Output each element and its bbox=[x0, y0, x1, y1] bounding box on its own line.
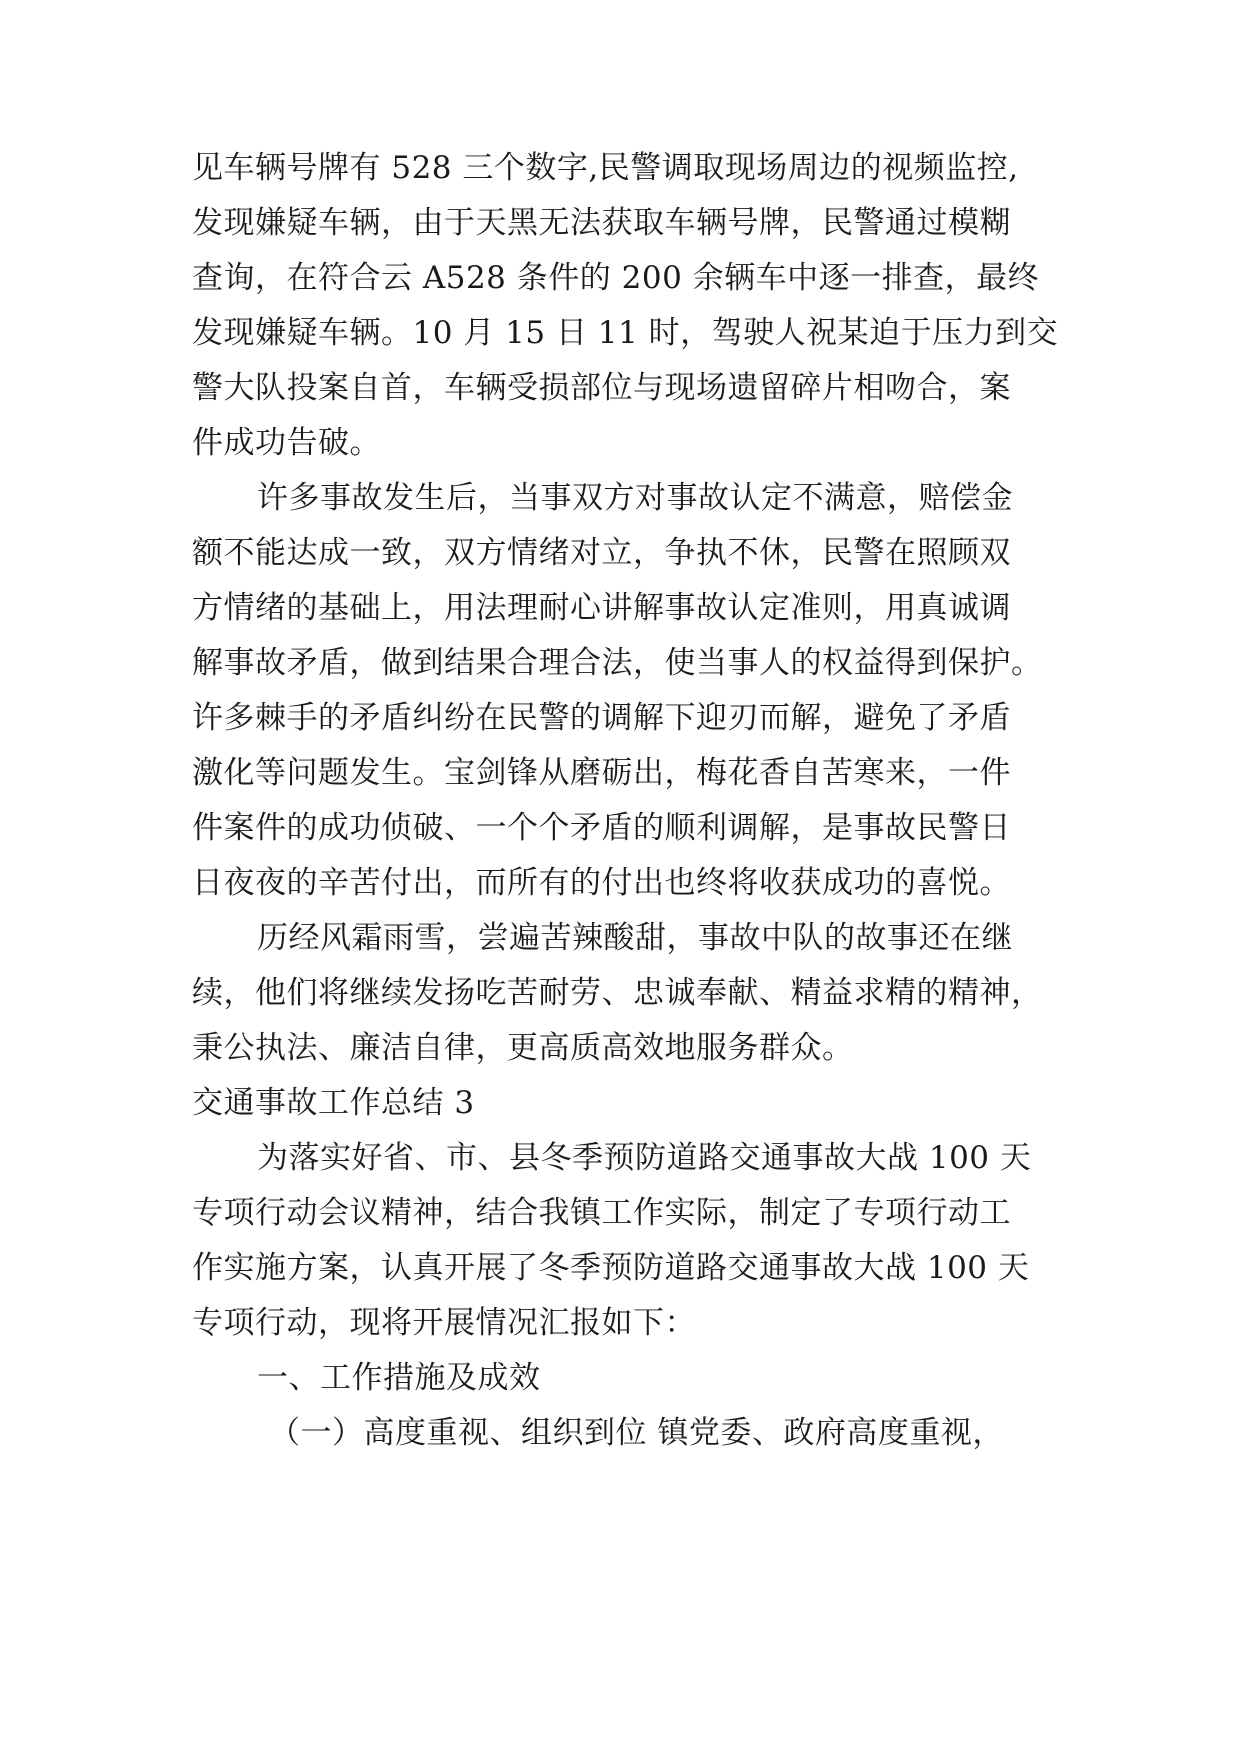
section-heading: 交通事故工作总结 3 bbox=[192, 1085, 475, 1121]
paragraph-line: 解事故矛盾，做到结果合理合法，使当事人的权益得到保护。 bbox=[192, 645, 1043, 681]
paragraph-line: 件成功告破。 bbox=[192, 425, 381, 461]
paragraph-line: 秉公执法、廉洁自律，更高质高效地服务群众。 bbox=[192, 1030, 854, 1066]
paragraph-line: 许多事故发生后，当事双方对事故认定不满意，赔偿金 bbox=[257, 480, 1013, 516]
paragraph-line: （一）高度重视、组织到位 镇党委、政府高度重视， bbox=[269, 1415, 1004, 1451]
paragraph-line: 激化等问题发生。宝剑锋从磨砺出，梅花香自苦寒来，一件 bbox=[192, 755, 1011, 791]
paragraph-line: 专项行动，现将开展情况汇报如下： bbox=[192, 1305, 696, 1341]
paragraph-line: 发现嫌疑车辆。10 月 15 日 11 时，驾驶人祝某迫于压力到交 bbox=[192, 315, 1059, 351]
paragraph-line: 警大队投案自首，车辆受损部位与现场遗留碎片相吻合，案 bbox=[192, 370, 1011, 406]
paragraph-line: 件案件的成功侦破、一个个矛盾的顺利调解，是事故民警日 bbox=[192, 810, 1011, 846]
subsection-heading: 一、工作措施及成效 bbox=[257, 1360, 541, 1396]
paragraph-line: 许多棘手的矛盾纠纷在民警的调解下迎刃而解，避免了矛盾 bbox=[192, 700, 1011, 736]
paragraph-line: 额不能达成一致，双方情绪对立，争执不休，民警在照顾双 bbox=[192, 535, 1011, 571]
paragraph-line: 为落实好省、市、县冬季预防道路交通事故大战 100 天 bbox=[257, 1140, 1032, 1176]
paragraph-line: 日夜夜的辛苦付出，而所有的付出也终将收获成功的喜悦。 bbox=[192, 865, 1011, 901]
paragraph-line: 专项行动会议精神，结合我镇工作实际，制定了专项行动工 bbox=[192, 1195, 1011, 1231]
paragraph-line: 方情绪的基础上，用法理耐心讲解事故认定准则，用真诚调 bbox=[192, 590, 1011, 626]
paragraph-line: 查询，在符合云 A528 条件的 200 余辆车中逐一排查，最终 bbox=[192, 260, 1040, 296]
paragraph-line: 发现嫌疑车辆，由于天黑无法获取车辆号牌，民警通过模糊 bbox=[192, 205, 1011, 241]
paragraph-line: 历经风霜雨雪，尝遍苦辣酸甜，事故中队的故事还在继 bbox=[257, 920, 1013, 956]
paragraph-line: 续，他们将继续发扬吃苦耐劳、忠诚奉献、精益求精的精神， bbox=[192, 975, 1043, 1011]
paragraph-line: 作实施方案，认真开展了冬季预防道路交通事故大战 100 天 bbox=[192, 1250, 1030, 1286]
paragraph-line: 见车辆号牌有 528 三个数字,民警调取现场周边的视频监控, bbox=[192, 150, 1019, 186]
